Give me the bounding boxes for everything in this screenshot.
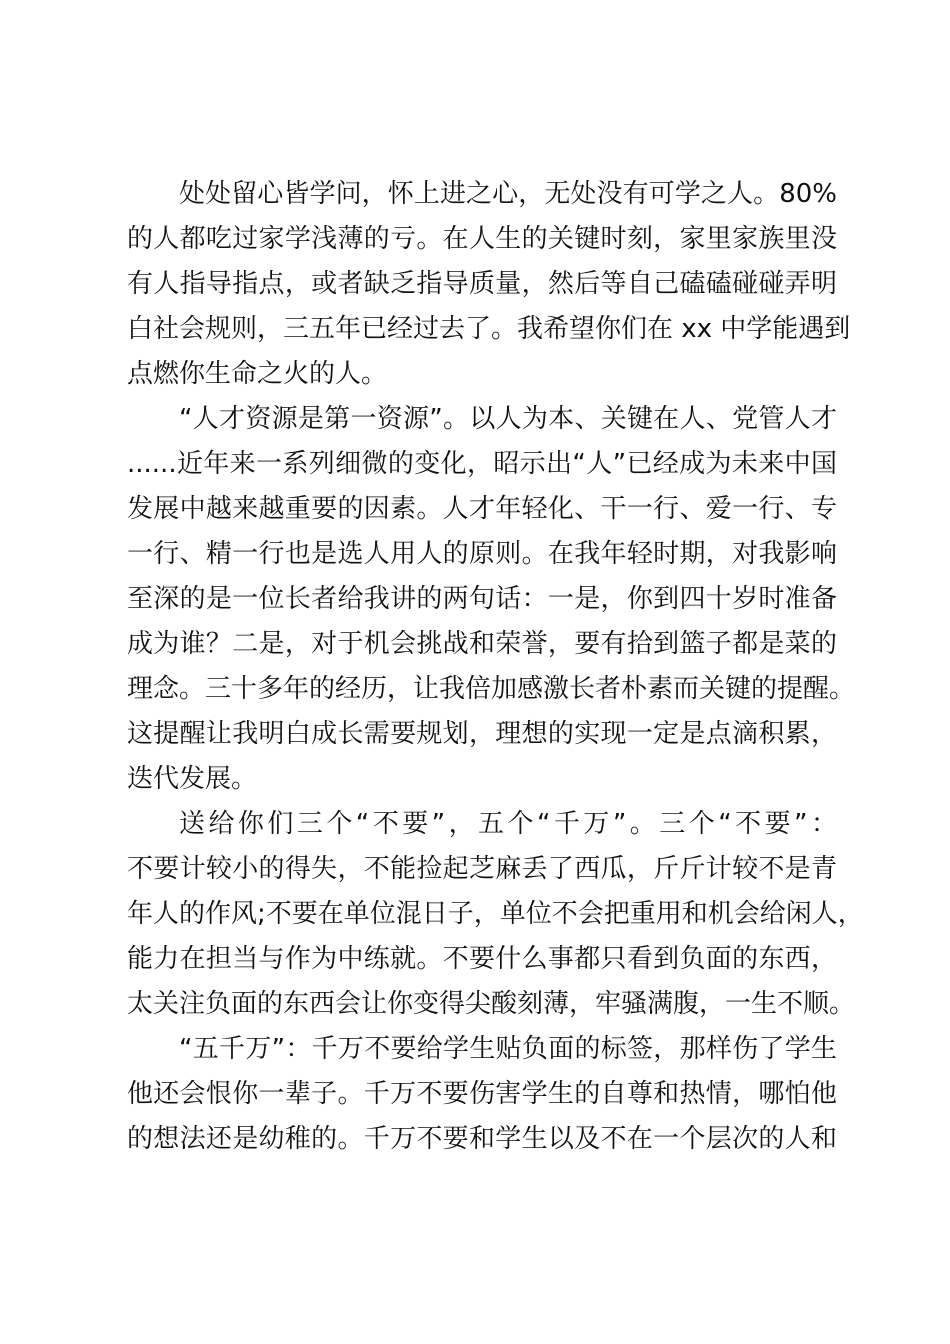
text-line: 迭代发展。 <box>127 764 258 794</box>
paragraph-2 <box>127 397 856 802</box>
text-line: 理念。三十多年的经历，让我倍加感激长者朴素而关键的提醒。 <box>127 674 856 704</box>
paragraph-4 <box>127 1027 837 1162</box>
text-line: “人才资源是第一资源”。以人为本、关键在人、党管人才 <box>179 404 837 434</box>
text-line: ......近年来一系列细微的变化，昭示出“人”已经成为未来中国 <box>127 449 837 479</box>
text-line: 不要计较小的得失，不能捡起芝麻丢了西瓜，斤斤计较不是青 <box>127 854 837 884</box>
text-line: 送给你们三个“不要”，五个“千万”。三个“不要”： <box>179 809 837 839</box>
text-line: 的想法还是幼稚的。千万不要和学生以及不在一个层次的人和 <box>127 1124 837 1154</box>
text-line: 成为谁？二是，对于机会挑战和荣誉，要有拾到篮子都是菜的 <box>127 629 837 659</box>
text-line: “五千万”：千万不要给学生贴负面的标签，那样伤了学生 <box>179 1034 837 1064</box>
text-line: 有人指导指点，或者缺乏指导质量，然后等自己磕磕碰碰弄明 <box>127 269 837 299</box>
text-line: 这提醒让我明白成长需要规划，理想的实现一定是点滴积累， <box>127 719 837 749</box>
text-line: 太关注负面的东西会让你变得尖酸刻薄，牢骚满腹，一生不顺。 <box>127 989 856 1019</box>
paragraph-3 <box>127 802 864 1027</box>
paragraph-1 <box>127 172 851 397</box>
text-line: 白社会规则，三五年已经过去了。我希望你们在 xx 中学能遇到 <box>127 314 851 344</box>
text-line: 一行、精一行也是选人用人的原则。在我年轻时期，对我影响 <box>127 539 837 569</box>
text-line: 能力在担当与作为中练就。不要什么事都只看到负面的东西， <box>127 944 837 974</box>
text-line: 点燃你生命之火的人。 <box>127 359 388 389</box>
text-line: 年人的作风;不要在单位混日子，单位不会把重用和机会给闲人， <box>127 899 864 929</box>
text-line: 发展中越来越重要的因素。人才年轻化、干一行、爱一行、专 <box>127 494 837 524</box>
document-body <box>127 172 864 1162</box>
text-line: 至深的是一位长者给我讲的两句话：一是，你到四十岁时准备 <box>127 584 837 614</box>
text-line: 他还会恨你一辈子。千万不要伤害学生的自尊和热情，哪怕他 <box>127 1079 837 1109</box>
text-line: 的人都吃过家学浅薄的亏。在人生的关键时刻，家里家族里没 <box>127 224 837 254</box>
text-line: 处处留心皆学问，怀上进之心，无处没有可学之人。80% <box>179 179 837 209</box>
